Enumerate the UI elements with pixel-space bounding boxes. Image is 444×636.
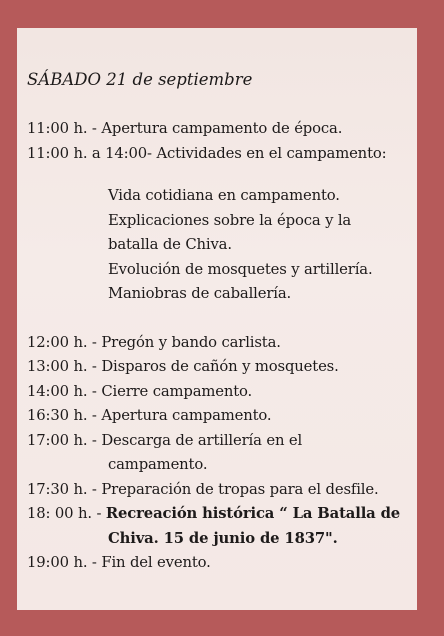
entry-time: 11:00 h. a 14:00-	[27, 144, 157, 162]
entry-time: 18: 00 h. -	[27, 505, 106, 522]
entry-time: 19:00 h. -	[27, 554, 102, 571]
activity-item: Explicaciones sobre la época y la	[108, 211, 352, 229]
schedule-entry	[27, 502, 411, 527]
entry-text-highlight: Recreación histórica “ La Batalla de	[105, 505, 401, 522]
schedule-entry	[27, 478, 411, 503]
activity-item: Maniobras de caballería.	[108, 285, 292, 302]
entry-time: 17:30 h. -	[27, 480, 102, 498]
entry-time: 14:00 h. -	[27, 382, 102, 400]
entry-time: 16:30 h. -	[27, 407, 102, 424]
schedule-entry	[27, 404, 411, 429]
schedule-entry	[27, 380, 411, 405]
entry-text: Cierre campamento.	[101, 382, 253, 400]
entry-text: Pregón y bando carlista.	[101, 333, 281, 351]
entry-text: Preparación de tropas para el desfile.	[101, 480, 379, 498]
entry-time: 13:00 h. -	[27, 358, 102, 375]
schedule-entry	[27, 117, 411, 142]
entry-time: 17:00 h. -	[27, 431, 102, 449]
entry-text: Apertura campamento.	[101, 407, 272, 424]
entry-text: Descarga de artillería en el	[101, 431, 303, 449]
entry-time: 12:00 h. -	[27, 333, 102, 351]
entry-continuation: Chiva. 15 de junio de 1837".	[108, 529, 338, 547]
entry-continuation: campamento.	[108, 456, 208, 473]
schedule-entry	[27, 429, 411, 454]
schedule-entry	[27, 142, 411, 167]
spacer	[27, 307, 411, 331]
entry-text: Disparos de cañón y mosquetes.	[101, 358, 339, 375]
entry-text: Apertura campamento de época.	[101, 120, 343, 137]
entry-text: Fin del evento.	[101, 554, 211, 571]
schedule-entry	[27, 331, 411, 356]
schedule-card	[17, 28, 417, 610]
activity-item: Vida cotidiana en campamento.	[108, 187, 340, 204]
spacer	[27, 166, 411, 184]
day-heading: SÁBADO 21 de septiembre	[27, 70, 253, 89]
entry-time: 11:00 h. -	[27, 120, 102, 137]
schedule-entry	[27, 355, 411, 380]
schedule-content	[27, 70, 411, 576]
schedule-entry	[27, 551, 411, 576]
activity-item: batalla de Chiva.	[108, 236, 232, 253]
entry-text: Actividades en el campamento:	[156, 144, 387, 162]
activity-item: Evolución de mosquetes y artillería.	[108, 260, 373, 278]
